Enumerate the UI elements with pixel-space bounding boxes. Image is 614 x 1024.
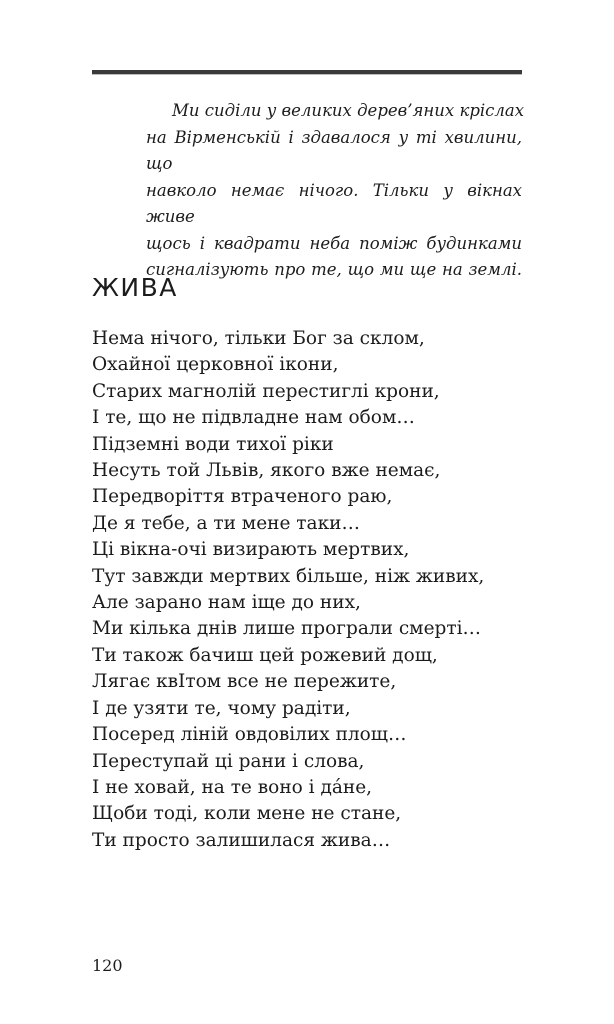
poem-line: Ми кілька днів лише програли смерті… [92, 618, 482, 640]
epigraph-line: навколо немає нічого. Тільки у вікнах живе [146, 180, 522, 226]
poem-line: Де я тебе, а ти мене таки… [92, 512, 360, 534]
poem-line: Щоби тоді, коли мене не стане, [92, 803, 402, 825]
poem-line: Нема нічого, тільки Бог за склом, [92, 328, 425, 349]
poem-line: Посеред ліній овдовілих площ… [92, 724, 407, 746]
poem-line: Лягає квІтом все не пережите, [92, 671, 397, 693]
header-rule [92, 70, 522, 75]
poem-line: Охайної церковної ікони, [92, 354, 339, 376]
epigraph [146, 98, 525, 284]
poem-line: Передворіття втраченого раю, [92, 486, 393, 508]
epigraph-line: сигналізують про те, що ми ще на землі. [146, 260, 522, 279]
poem-line: Старих магнолій перестиглі крони, [92, 380, 440, 402]
poem-line: І не ховай, на те воно і дáне, [92, 776, 373, 798]
poem-line: Тут завжди мертвих більше, ніж живих, [92, 565, 485, 587]
poem-line: Але зарано нам іще до них, [92, 592, 361, 614]
poem-body [92, 326, 484, 854]
epigraph-line: на Вірменській і здавалося у ті хвилини, що [146, 127, 522, 173]
poem-line: І те, що не підвладне нам обом… [92, 407, 415, 429]
epigraph-line: Ми сиділи у великих дерев’яних кріслах [172, 101, 525, 120]
epigraph-line: щось і квадрати неба поміж будинками [146, 233, 522, 253]
poem-line: Ці вікна-очі визирають мертвих, [92, 539, 410, 561]
poem-line: Підземні води тихої ріки [92, 433, 334, 455]
poem-line: Ти просто залишилася жива… [92, 829, 391, 851]
poem-line: Ти також бачиш цей рожевий дощ, [92, 644, 438, 666]
poem-line: І де узяти те, чому радіти, [92, 697, 351, 719]
poem-title: ЖИВА [92, 273, 178, 302]
poem-line: Переступай ці рани і слова, [92, 750, 365, 772]
poem-line: Несуть той Львів, якого вже немає, [92, 460, 441, 482]
page-number: 120 [92, 956, 123, 975]
